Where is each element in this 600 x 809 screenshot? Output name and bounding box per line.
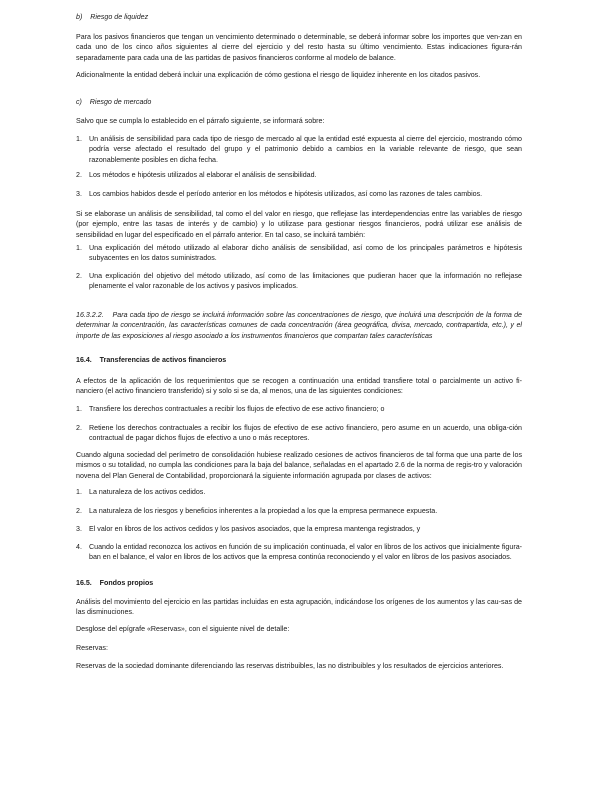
list-item-text: El valor en libros de los activos cedidos y los pasivos asociados, que la empresa mantenga registrados, y: [89, 525, 421, 533]
list-item-number: 2.: [76, 272, 82, 280]
section-heading-transfers: 16.4. Transferencias de activos financieros: [76, 356, 227, 364]
list-item-number: 2.: [76, 507, 82, 515]
list-item: [76, 243, 522, 264]
liquidity-paragraph-2: Adicionalmente la entidad deberá incluir una explicación de cómo gestiona el riesgo de liquidez inherente en los citados pasivos.: [76, 71, 481, 79]
list-item-number: 1.: [76, 405, 82, 413]
list-item: [76, 404, 522, 414]
list-item-number: 3.: [76, 190, 82, 198]
list-item-number: 1.: [76, 135, 82, 143]
section-heading-liquidity-risk: b) Riesgo de liquidez: [76, 13, 149, 21]
list-item-text: Un análisis de sensibilidad para cada tipo de riesgo de mercado al que la entidad esté expuesta al cierre del ejercicio, mostrando cómo podría verse afectado el resultado del grupo y el patrimonio debido a cambios en la variable relevante de riesgo, que sean razonablemente posibles en dicha fecha.: [89, 135, 522, 164]
list-item: [76, 170, 522, 180]
list-item: [76, 423, 522, 444]
list-item-text: Los cambios habidos desde el período anterior en los métodos e hipótesis utilizados, así como las razones de tales cambios.: [89, 190, 483, 198]
liquidity-paragraph-1: Para los pasivos financieros que tengan un vencimiento determinado o determinable, se deberá informar sobre los importes que ven-zan en cada uno de los cinco años siguientes al cierre del ejercicio y del resto hasta su último vencimiento. Estas indicaciones figura-rán separadamente para cada una de las partidas de pasivos financieros conforme al modelo de balance.: [76, 33, 522, 62]
list-item: [76, 542, 522, 563]
list-item: [76, 271, 522, 292]
risk-concentration-paragraph: 16.3.2.2. Para cada tipo de riesgo se incluirá información sobre las concentraciones de riesgo, que incluirá una descripción de la forma de determinar la concentración, las características comunes de cada concentración (área geográfica, divisa, mercado, contrapartida, etc.), y el importe de las exposiciones al riesgo asociado a los instrumentos financieros que compartan tales características: [76, 311, 522, 340]
list-item: [76, 189, 522, 199]
sensitivity-paragraph: Si se elaborase un análisis de sensibilidad, tal como el del valor en riesgo, que reflejase las interdependencias entre las variables de riesgo (por ejemplo, entre las tasas de interés y de cambio) y lo utilizase para gestionar riesgos financieros, podrá utilizar ese análisis de sensibilidad en lugar del especificado en el párrafo anterior. En tal caso, se incluirá también:: [76, 210, 522, 239]
list-item: [76, 134, 522, 165]
list-item-text: La naturaleza de los activos cedidos.: [89, 488, 206, 496]
list-item-number: 2.: [76, 424, 82, 432]
list-item-number: 3.: [76, 525, 82, 533]
list-item-text: Una explicación del objetivo del método utilizado, así como de las limitaciones que pudieran hacer que la información no reflejase plenamente el valor razonable de los activos y pasivos implicados.: [89, 272, 522, 291]
list-item-number: 2.: [76, 171, 82, 179]
list-item: [76, 506, 522, 516]
equity-paragraph-4: Reservas de la sociedad dominante diferenciando las reservas distribuibles, las no distribuibles y los resultados de ejercicios anteriores.: [76, 662, 504, 670]
list-item-number: 4.: [76, 543, 82, 551]
transfers-paragraph-1: A efectos de la aplicación de los requerimientos que se recogen a continuación una entidad transfiere total o parcialmente un activo fi-nanciero (el activo financiero transferido) si y solo si se da, al menos, una de las siguientes condiciones:: [76, 377, 522, 396]
section-heading-market-risk: c) Riesgo de mercado: [76, 98, 152, 106]
list-item: [76, 487, 522, 497]
list-item-text: Los métodos e hipótesis utilizados al elaborar el análisis de sensibilidad.: [89, 171, 317, 179]
equity-paragraph-1: Análisis del movimiento del ejercicio en las partidas incluidas en esta agrupación, indicándose los orígenes de los aumentos y las cau-sas de las disminuciones.: [76, 598, 522, 617]
section-heading-equity: 16.5. Fondos propios: [76, 579, 154, 587]
list-item: [76, 524, 522, 534]
list-item-text: La naturaleza de los riesgos y beneficios inherentes a la propiedad a los que la empresa permanece expuesta.: [89, 507, 438, 515]
transfers-paragraph-2: Cuando alguna sociedad del perímetro de consolidación hubiese realizado cesiones de activos financieros de tal forma que una parte de los mismos o su totalidad, no cumpla las condiciones para la baja del balance, señaladas en el apartado 2.6 de la norma de regis-tro y valoración novena del Plan General de Contabilidad, proporcionará la siguiente información agrupada por clases de activos:: [76, 451, 522, 480]
list-item-number: 1.: [76, 244, 82, 252]
equity-paragraph-3: Reservas:: [76, 644, 108, 652]
list-item-text: Retiene los derechos contractuales a recibir los flujos de efectivo de ese activo financiero, pero asume en un acuerdo, una obliga-ción contractual de pagar dichos flujos de efectivo a uno o más receptores.: [89, 424, 522, 443]
list-item-text: Cuando la entidad reconozca los activos en función de su implicación continuada, el valor en libros de los activos que inicialmente figura-ban en el balance, el valor en libros de los activos que la empresa continúa reconociendo y el valor en libros de los pasivos asociados.: [89, 543, 522, 562]
list-item-text: Una explicación del método utilizado al elaborar dicho análisis de sensibilidad, así como de los principales parámetros e hipótesis subyacentes en los datos suministrados.: [89, 244, 522, 263]
equity-paragraph-2: Desglose del epígrafe «Reservas», con el siguiente nivel de detalle:: [76, 625, 290, 633]
list-item-text: Transfiere los derechos contractuales a recibir los flujos de efectivo de ese activo financiero; o: [89, 405, 385, 413]
list-item-number: 1.: [76, 488, 82, 496]
market-risk-intro: Salvo que se cumpla lo establecido en el párrafo siguiente, se informará sobre:: [76, 117, 325, 125]
